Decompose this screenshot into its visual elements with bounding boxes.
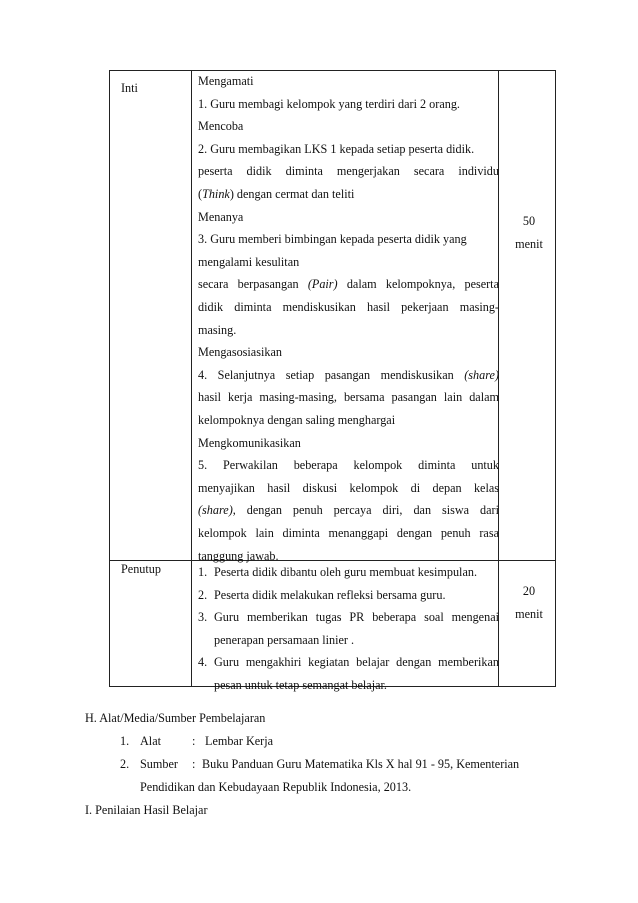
inti-line: secara berpasangan (Pair) dalam kelompoknya, peserta xyxy=(198,277,499,292)
inti-line: (share), dengan penuh percaya diri, dan siswa dari xyxy=(198,503,499,518)
penutup-item-text: Guru memberikan tugas PR beberapa soal mengenai xyxy=(214,610,499,625)
inti-line: 3. Guru memberi bimbingan kepada peserta didik yang xyxy=(198,232,467,247)
penutup-item-number: 4. xyxy=(198,655,208,670)
inti-line: mengalami kesulitan xyxy=(198,254,300,269)
sumber-number: 2. xyxy=(120,757,130,771)
inti-line: kelompok lain diminta menanggapi dengan penuh rasa xyxy=(198,526,499,540)
alat-separator: : xyxy=(192,734,196,748)
penutup-item-text: pesan untuk tetap semangat belajar. xyxy=(214,678,387,692)
inti-line: didik diminta mendiskusikan hasil pekerjaan masing- xyxy=(198,300,499,314)
penutup-item-text: Peserta didik dibantu oleh guru membuat kesimpulan. xyxy=(214,565,477,579)
inti-line: 4. Selanjutnya setiap pasangan mendiskusikan (share) xyxy=(198,367,499,382)
penutup-item-text: Peserta didik melakukan refleksi bersama guru. xyxy=(214,587,446,602)
inti-line: (Think) dengan cermat dan teliti xyxy=(198,187,355,201)
row-label-penutup: Penutup xyxy=(121,562,161,576)
penutup-item-number: 1. xyxy=(198,565,208,579)
inti-line: 1. Guru membagi kelompok yang terdiri dari 2 orang. xyxy=(198,96,460,111)
alat-label: Alat xyxy=(140,734,161,748)
inti-line: kelompoknya dengan saling menghargai xyxy=(198,413,396,427)
section-h-heading: H. Alat/Media/Sumber Pembelajaran xyxy=(85,711,266,725)
inti-time-unit: menit xyxy=(515,237,543,251)
inti-line: Mengasosiasikan xyxy=(198,345,282,360)
inti-line: Mengkomunikasikan xyxy=(198,435,301,450)
inti-line: Mengamati xyxy=(198,74,254,88)
penutup-time-value: 20 xyxy=(522,584,536,598)
alat-value: Lembar Kerja xyxy=(205,734,274,748)
penutup-item-text: penerapan persamaan linier . xyxy=(214,632,355,647)
lesson-activity-table xyxy=(109,70,556,692)
section-i-heading: I. Penilaian Hasil Belajar xyxy=(85,803,208,817)
penutup-item-number: 3. xyxy=(198,610,208,625)
row-divider xyxy=(110,560,555,561)
penutup-item-text: Guru mengakhiri kegiatan belajar dengan memberikan xyxy=(214,655,499,670)
sumber-value-continued: Pendidikan dan Kebudayaan Republik Indonesia, 2013. xyxy=(140,780,412,794)
inti-line: masing. xyxy=(198,322,237,337)
column-divider-1 xyxy=(191,71,192,686)
alat-number: 1. xyxy=(120,734,130,748)
penutup-time-unit: menit xyxy=(515,607,543,621)
penutup-item-number: 2. xyxy=(198,587,208,602)
inti-line: peserta didik diminta mengerjakan secara individu xyxy=(198,164,499,179)
inti-time-value: 50 xyxy=(522,214,536,228)
inti-line: menyajikan hasil diskusi kelompok di depan kelas xyxy=(198,480,499,495)
inti-line: tanggung jawab. xyxy=(198,548,279,563)
inti-line: Menanya xyxy=(198,209,244,224)
inti-line: 2. Guru membagikan LKS 1 kepada setiap peserta didik. xyxy=(198,141,475,156)
inti-line: Mencoba xyxy=(198,119,244,134)
sumber-label: Sumber xyxy=(140,757,178,771)
sumber-value: Buku Panduan Guru Matematika Kls X hal 91 - 95, Kementerian xyxy=(202,757,520,771)
sumber-separator: : xyxy=(192,757,196,771)
row-label-inti: Inti xyxy=(121,81,138,95)
inti-line: hasil kerja masing-masing, bersama pasangan lain dalam xyxy=(198,390,499,405)
inti-line: 5. Perwakilan beberapa kelompok diminta untuk xyxy=(198,458,499,473)
